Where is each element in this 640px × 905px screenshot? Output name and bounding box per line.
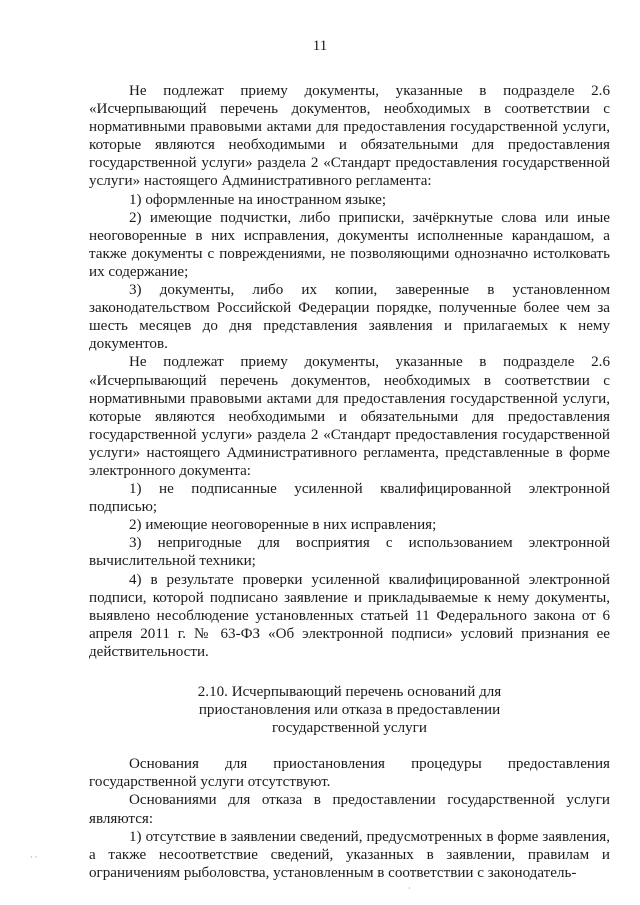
- list-item: 1) не подписанные усиленной квалифицированной электронной подписью;: [89, 481, 610, 516]
- scan-artifact: · ·: [30, 853, 38, 862]
- paragraph-suspension: Основания для приостановления процедуры предоставления государственной услуги отсутствуют.: [89, 756, 610, 791]
- section-heading: [89, 683, 610, 737]
- page-number: 11: [312, 38, 328, 54]
- list-item: 1) оформленные на иностранном языке;: [129, 191, 387, 208]
- scan-artifact: ·: [408, 884, 411, 893]
- list-item: 3) непригодные для восприятия с использованием электронной вычислительной техники;: [89, 535, 610, 570]
- list-item: 1) отсутствие в заявлении сведений, предусмотренных в форме заявления, а также несоответствие сведений, указанных в заявлении, правилам и ограничениям рыболовства, установленным в соответствии с законодатель-: [89, 828, 610, 881]
- heading-line: приостановления или отказа в предоставлении: [198, 702, 501, 719]
- list-item: 3) документы, либо их копии, заверенные в установленном законодательством Российской Федерации порядке, полученные более чем за шесть месяцев до дня представления заявления и прилагаемых к нему документов.: [89, 282, 610, 353]
- paragraph-refusal-intro: Основаниями для отказа в предоставлении государственной услуги являются:: [89, 792, 610, 827]
- list-item: 4) в результате проверки усиленной квалифицированной электронной подписи, которой подписано заявление и прикладываемые к нему документы, выявлено несоблюдение установленных статьей 11 Федерального закона от 6 апреля 2011 г. № 63-ФЗ «Об электронной подписи» условий признания ее действительности.: [89, 571, 610, 660]
- paragraph-electronic-intro: Не подлежат приему документы, указанные в подразделе 2.6 «Исчерпывающий перечень документов, необходимых в соответствии с нормативными правовыми актами для предоставления государственной услуги, которые являются необходимыми и обязательными для предоставления государственной услуги» раздела 2 «Стандарт предоставления государственной услуги» настоящего Административного регламента, представленные в форме электронного документа:: [89, 354, 610, 479]
- list-item: 2) имеющие неоговоренные в них исправления;: [129, 517, 437, 534]
- heading-line: государственной услуги: [272, 720, 427, 737]
- paragraph-not-accepted-intro: Не подлежат приему документы, указанные в подразделе 2.6 «Исчерпывающий перечень документов, необходимых в соответствии с нормативными правовыми актами для предоставления государственной услуги, которые являются необходимыми и обязательными для предоставления государственной услуги» раздела 2 «Стандарт предоставления государственной услуги» настоящего Административного регламента:: [89, 83, 610, 190]
- heading-line: 2.10. Исчерпывающий перечень оснований для: [197, 684, 502, 700]
- document-body: [89, 82, 610, 882]
- list-item: 2) имеющие подчистки, либо приписки, зачёркнутые слова или иные неоговоренные в них исправления, документы исполненные карандашом, а также документы с повреждениями, не позволяющими однозначно истолковать их содержание;: [89, 209, 610, 280]
